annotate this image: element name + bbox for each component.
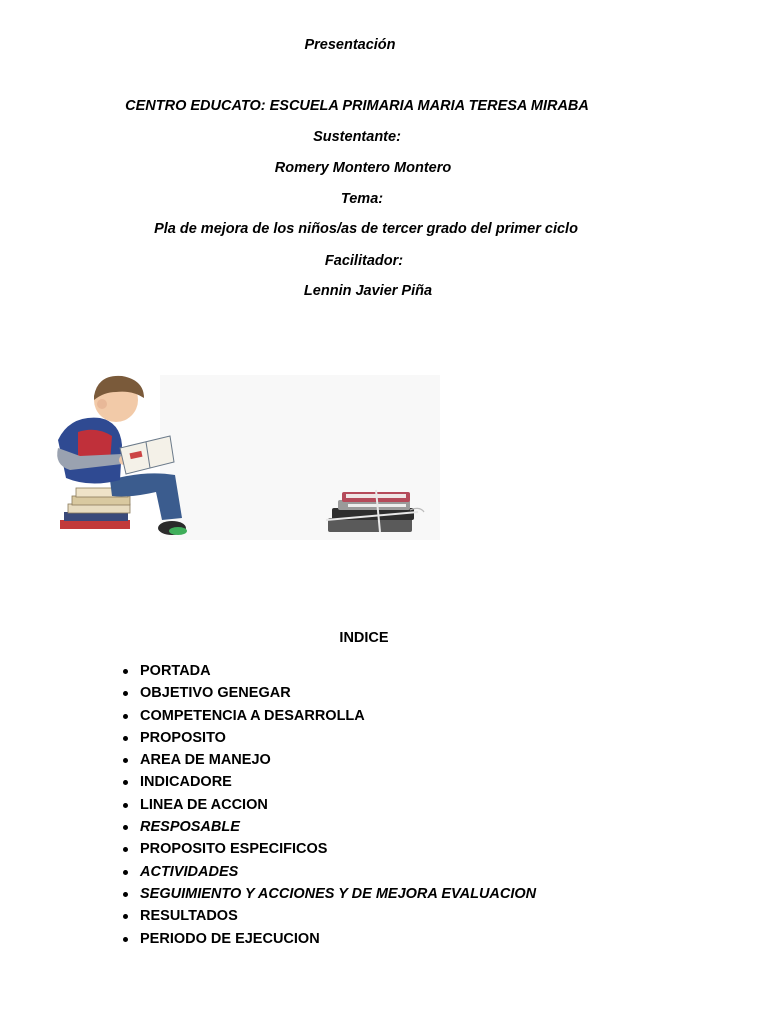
bullet-icon — [123, 758, 128, 763]
bullet-icon — [123, 780, 128, 785]
bullet-icon — [123, 691, 128, 696]
bullet-icon — [123, 736, 128, 741]
index-item: PROPOSITO — [120, 727, 536, 749]
facilitator-label: Facilitador: — [324, 253, 404, 269]
cover-heading: Presentación — [304, 37, 396, 53]
boy-reading-books-illustration — [50, 370, 450, 545]
bullet-icon — [123, 937, 128, 942]
index-item: LINEA DE ACCION — [120, 794, 536, 816]
index-item: COMPETENCIA A DESARROLLA — [120, 705, 536, 727]
bullet-icon — [123, 892, 128, 897]
bullet-icon — [123, 669, 128, 674]
bullet-icon — [123, 803, 128, 808]
bullet-icon — [123, 847, 128, 852]
index-item: AREA DE MANEJO — [120, 749, 536, 771]
index-item: PERIODO DE EJECUCION — [120, 928, 536, 950]
index-item: ACTIVIDADES — [120, 861, 536, 883]
bullet-icon — [123, 870, 128, 875]
bullet-icon — [123, 714, 128, 719]
index-item: OBJETIVO GENEGAR — [120, 682, 536, 704]
school-name: CENTRO EDUCATO: ESCUELA PRIMARIA MARIA TERESA MIRABA — [125, 98, 589, 114]
index-item: PORTADA — [120, 660, 536, 682]
index-item: INDICADORE — [120, 771, 536, 793]
index-list — [120, 660, 536, 950]
index-title: INDICE — [339, 630, 389, 646]
presenter-name: Romery Montero Montero — [274, 160, 452, 176]
index-item: SEGUIMIENTO Y ACCIONES Y DE MEJORA EVALUACION — [120, 883, 536, 905]
presenter-label: Sustentante: — [313, 129, 401, 145]
facilitator-name: Lennin Javier Piña — [303, 283, 433, 299]
index-item: RESPOSABLE — [120, 816, 536, 838]
index-item: PROPOSITO ESPECIFICOS — [120, 838, 536, 860]
bullet-icon — [123, 825, 128, 830]
topic-text: Pla de mejora de los niños/as de tercer grado del primer ciclo — [154, 221, 578, 237]
topic-label: Tema: — [340, 191, 384, 207]
index-item: RESULTADOS — [120, 905, 536, 927]
bullet-icon — [123, 914, 128, 919]
